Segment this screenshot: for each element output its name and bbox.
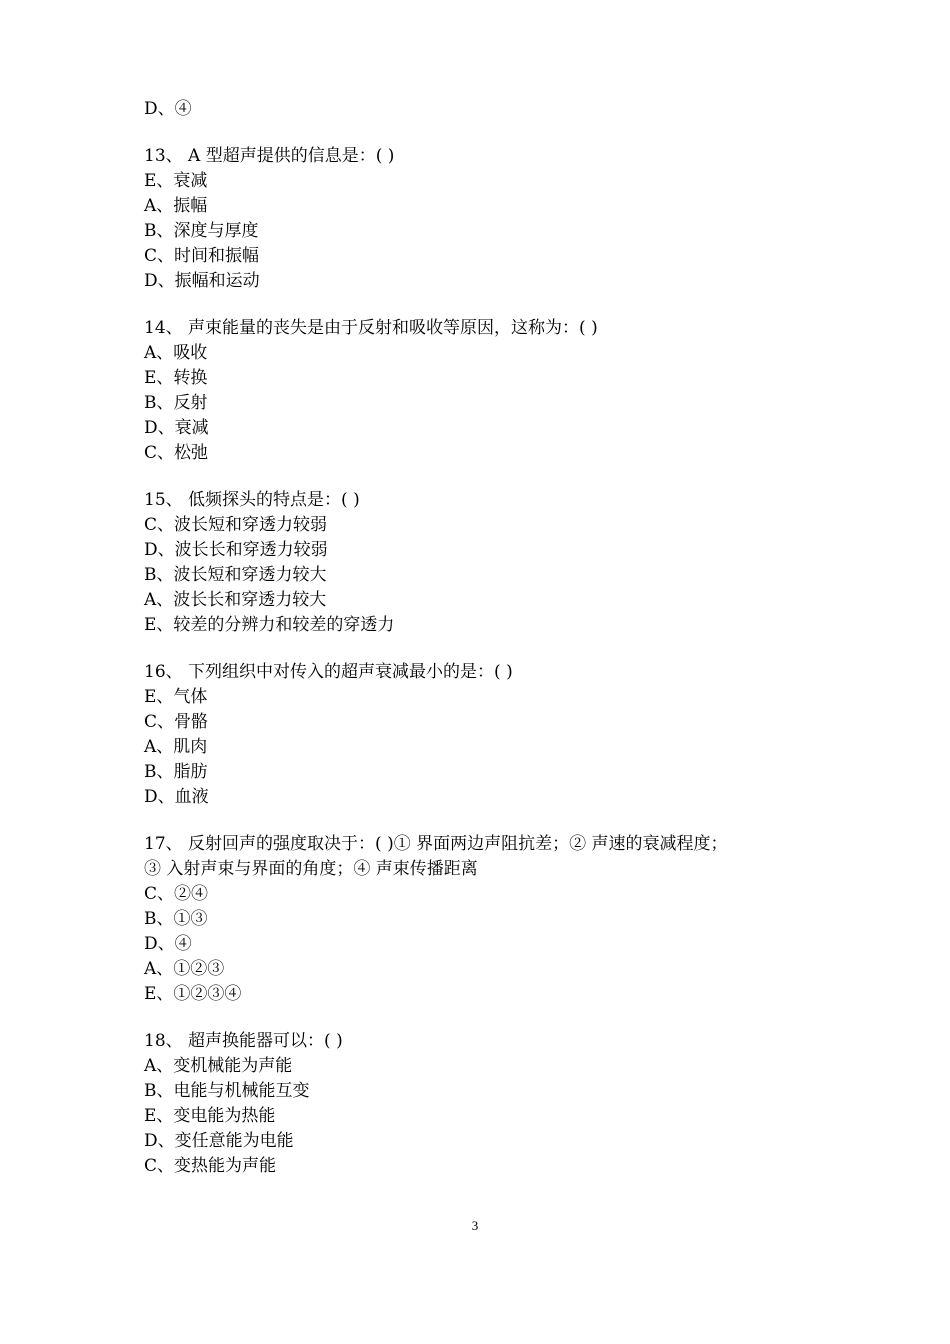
question-stem-continued: ③ 入射声束与界面的角度；④ 声束传播距离 [144,859,478,879]
option-line: C、骨骼 [144,712,209,732]
option-line: D、④ [144,99,192,119]
option-line: A、肌肉 [144,737,208,757]
option-line: B、波长短和穿透力较大 [144,565,327,585]
option-line: C、②④ [144,884,209,904]
question-18 [144,1029,814,1179]
question-14 [144,316,814,466]
option-line: D、振幅和运动 [144,271,260,291]
option-line: E、①②③④ [144,984,242,1004]
option-line: D、波长长和穿透力较弱 [144,540,328,560]
option-line: A、振幅 [144,196,208,216]
option-line: E、变电能为热能 [144,1106,276,1126]
option-line: C、变热能为声能 [144,1156,277,1176]
option-line: D、血液 [144,787,209,807]
option-line: E、较差的分辨力和较差的穿透力 [144,615,395,635]
question-stem: 14、 声束能量的丧失是由于反射和吸收等原因，这称为：( ) [144,318,598,338]
page-number: 3 [471,1218,479,1233]
question-stem: 16、 下列组织中对传入的超声衰减最小的是：( ) [144,662,513,682]
option-line: D、衰减 [144,418,209,438]
question-15 [144,488,814,638]
option-line: C、时间和振幅 [144,246,260,266]
option-line: D、变任意能为电能 [144,1131,294,1151]
option-line: C、波长短和穿透力较弱 [144,515,328,535]
option-line: E、衰减 [144,171,208,191]
option-line: B、①③ [144,909,208,929]
option-line: B、脂肪 [144,762,208,782]
option-line: A、波长长和穿透力较大 [144,590,327,610]
option-line: E、转换 [144,368,208,388]
question-stem: 13、 A 型超声提供的信息是：( ) [144,146,395,166]
question-17 [144,832,814,1007]
option-line: B、电能与机械能互变 [144,1081,310,1101]
question-stem: 15、 低频探头的特点是：( ) [144,490,360,510]
option-line: E、气体 [144,687,208,707]
option-line: B、深度与厚度 [144,221,259,241]
question-13 [144,144,814,294]
document-body [144,97,814,1179]
option-line: C、松弛 [144,443,209,463]
question-stem: 17、 反射回声的强度取决于：( )① 界面两边声阻抗差；② 声速的衰减程度； [144,834,728,854]
option-line: A、①②③ [144,959,225,979]
option-line: A、变机械能为声能 [144,1056,293,1076]
question-16 [144,660,814,810]
option-line: D、④ [144,934,192,954]
question-stem: 18、 超声换能器可以：( ) [144,1031,343,1051]
option-line: B、反射 [144,393,208,413]
option-line: A、吸收 [144,343,208,363]
